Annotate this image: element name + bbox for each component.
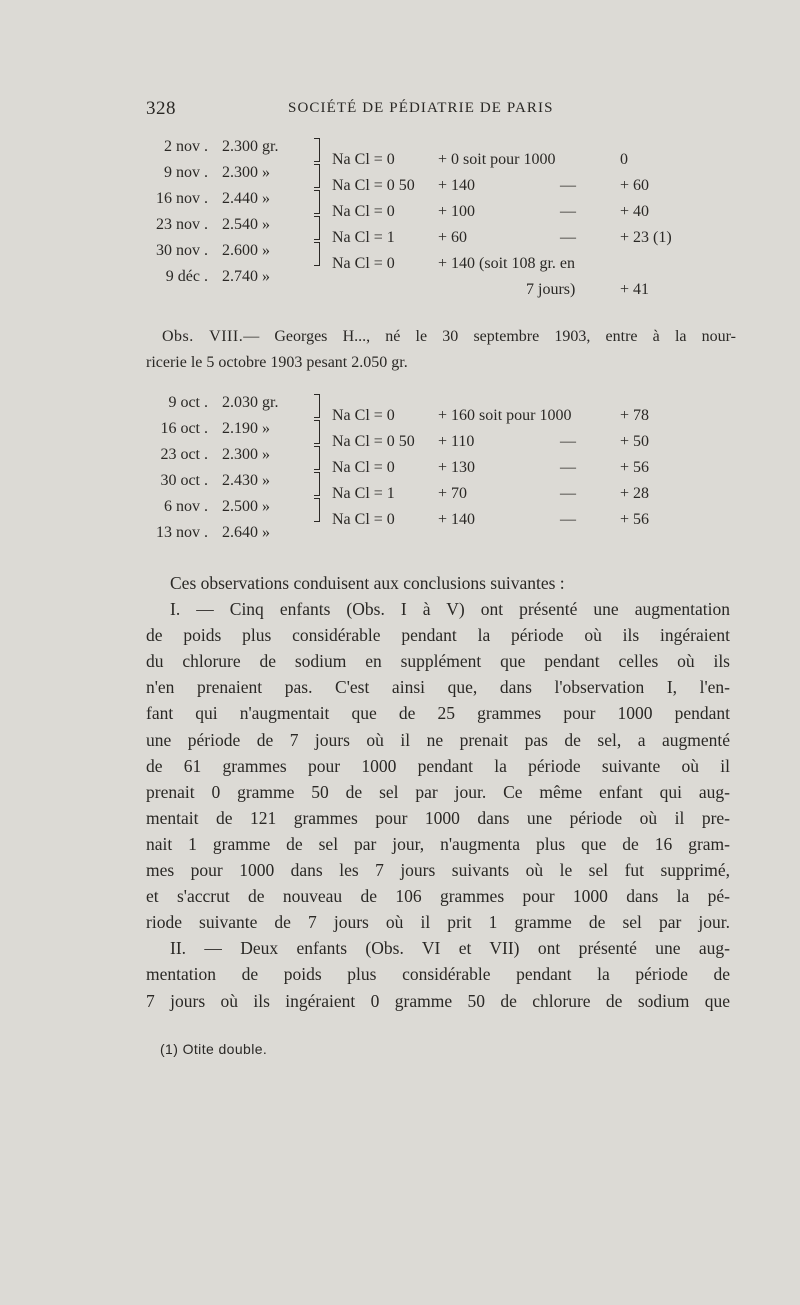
salt-value: Na Cl = 0 bbox=[332, 255, 395, 272]
gain-value: + 100 bbox=[438, 203, 476, 220]
date-cell: 6 nov . bbox=[164, 498, 208, 515]
date-cell: 2 nov . bbox=[164, 138, 208, 155]
running-title: SOCIÉTÉ DE PÉDIATRIE DE PARIS bbox=[288, 100, 554, 116]
gain-value: + 140 (soit 108 gr. en bbox=[438, 255, 576, 272]
salt-value: Na Cl = 0 bbox=[332, 459, 395, 476]
observation-line-2: ricerie le 5 octobre 1903 pesant 2.050 gr. bbox=[146, 354, 408, 371]
date-cell: 13 nov . bbox=[156, 524, 208, 541]
weight-table-1 bbox=[142, 134, 742, 314]
gain-value: + 160 soit pour 1000 bbox=[438, 407, 572, 424]
gain-value: + 130 bbox=[438, 459, 476, 476]
per1000-value: + 78 bbox=[620, 407, 650, 424]
text-line: et s'accrut de nouveau de 106 grammes pour 1000 dans la pé- bbox=[146, 886, 730, 907]
per1000-value: + 40 bbox=[620, 203, 650, 220]
date-cell: 30 nov . bbox=[156, 242, 208, 259]
continuation-text: 7 jours) bbox=[526, 281, 576, 298]
salt-value: Na Cl = 0 50 bbox=[332, 177, 415, 194]
text-line: mentation de poids plus considérable pendant la période de bbox=[146, 964, 730, 985]
date-cell: 23 nov . bbox=[156, 216, 208, 233]
salt-value: Na Cl = 0 bbox=[332, 511, 395, 528]
date-cell: 16 oct . bbox=[160, 420, 208, 437]
per1000-value: 0 bbox=[620, 151, 628, 168]
footnote: (1) Otite double. bbox=[160, 1041, 268, 1057]
conclusions-text bbox=[146, 570, 730, 1014]
per1000-value: + 28 bbox=[620, 485, 650, 502]
conclusion-paragraph-1 bbox=[146, 596, 730, 935]
date-cell: 23 oct . bbox=[160, 446, 208, 463]
salt-value: Na Cl = 0 50 bbox=[332, 433, 415, 450]
gain-value: + 70 bbox=[438, 485, 468, 502]
bracket bbox=[314, 472, 320, 496]
text-line: une période de 7 jours où il ne prenait pas de sel, a augmenté bbox=[146, 729, 730, 750]
conclusions-intro: Ces observations conduisent aux conclusions suivantes : bbox=[170, 573, 565, 593]
bracket bbox=[314, 420, 320, 444]
text-line: 7 jours où ils ingéraient 0 gramme 50 de chlorure de sodium que bbox=[146, 990, 730, 1011]
weight-cell: 2.600 » bbox=[222, 242, 270, 259]
text-line: de 61 grammes pour 1000 pendant la période suivante où il bbox=[146, 755, 730, 776]
dash-value: — bbox=[560, 203, 576, 220]
text-line: mes pour 1000 dans les 7 jours suivants où le sel fut supprimé, bbox=[146, 860, 730, 881]
text-line: fant qui n'augmentait que de 25 grammes pour 1000 pendant bbox=[146, 703, 730, 724]
per1000-value: + 23 (1) bbox=[620, 229, 672, 246]
weight-table-2 bbox=[142, 390, 742, 560]
bracket bbox=[314, 242, 320, 266]
date-cell: 16 nov . bbox=[156, 190, 208, 207]
date-cell: 9 nov . bbox=[164, 164, 208, 181]
bracket bbox=[314, 190, 320, 214]
gain-value: + 140 bbox=[438, 177, 476, 194]
weight-cell: 2.190 » bbox=[222, 420, 270, 437]
per1000-value: + 50 bbox=[620, 433, 650, 450]
bracket bbox=[314, 394, 320, 418]
salt-value: Na Cl = 1 bbox=[332, 485, 395, 502]
page-number: 328 bbox=[146, 98, 176, 119]
bracket bbox=[314, 164, 320, 188]
text-line: I. — Cinq enfants (Obs. I à V) ont présenté une augmentation bbox=[170, 599, 730, 620]
date-cell: 9 oct . bbox=[168, 394, 208, 411]
text-line: mentait de 121 grammes pour 1000 dans une période où il pre- bbox=[146, 807, 730, 828]
per1000-value: + 41 bbox=[620, 281, 650, 298]
gain-value: + 0 soit pour 1000 bbox=[438, 151, 556, 168]
date-column bbox=[142, 134, 208, 290]
salt-value: Na Cl = 1 bbox=[332, 229, 395, 246]
dash-value: — bbox=[560, 511, 576, 528]
gain-value: + 140 bbox=[438, 511, 476, 528]
dash-value: — bbox=[560, 485, 576, 502]
weight-column bbox=[222, 134, 312, 290]
date-cell: 30 oct . bbox=[160, 472, 208, 489]
page-header bbox=[146, 98, 736, 122]
weight-cell: 2.440 » bbox=[222, 190, 270, 207]
weight-cell: 2.540 » bbox=[222, 216, 270, 233]
weight-cell: 2.030 gr. bbox=[222, 394, 279, 411]
per1000-value: + 60 bbox=[620, 177, 650, 194]
weight-column bbox=[222, 390, 312, 546]
weight-cell: 2.300 » bbox=[222, 446, 270, 463]
dash-value: — bbox=[560, 229, 576, 246]
observation-label: Obs. VIII. bbox=[162, 328, 244, 345]
text-line: de poids plus considérable pendant la période où ils ingéraient bbox=[146, 625, 730, 646]
gain-value: + 110 bbox=[438, 433, 475, 450]
bracket bbox=[314, 446, 320, 470]
salt-value: Na Cl = 0 bbox=[332, 151, 395, 168]
salt-value: Na Cl = 0 bbox=[332, 203, 395, 220]
text-line: du chlorure de sodium en supplément que pendant celles où ils bbox=[146, 651, 730, 672]
bracket bbox=[314, 138, 320, 162]
weight-cell: 2.640 » bbox=[222, 524, 270, 541]
weight-cell: 2.430 » bbox=[222, 472, 270, 489]
observation-line-1: — Georges H..., né le 30 septembre 1903, entre à la nour- bbox=[243, 328, 737, 345]
dash-value: — bbox=[560, 177, 576, 194]
text-line: prenait 0 gramme 50 de sel par jour. Ce même enfant qui aug- bbox=[146, 781, 730, 802]
conclusion-paragraph-2 bbox=[146, 935, 730, 1013]
dash-value: — bbox=[560, 459, 576, 476]
weight-cell: 2.300 gr. bbox=[222, 138, 279, 155]
weight-cell: 2.300 » bbox=[222, 164, 270, 181]
salt-value: Na Cl = 0 bbox=[332, 407, 395, 424]
date-cell: 9 déc . bbox=[165, 268, 208, 285]
gain-value: + 60 bbox=[438, 229, 468, 246]
per1000-value: + 56 bbox=[620, 459, 650, 476]
text-line: riode suivante de 7 jours où il prit 1 gramme de sel par jour. bbox=[146, 912, 730, 933]
bracket bbox=[314, 498, 320, 522]
per1000-value: + 56 bbox=[620, 511, 650, 528]
dash-value: — bbox=[560, 433, 576, 450]
weight-cell: 2.500 » bbox=[222, 498, 270, 515]
text-line: n'en prenaient pas. C'est ainsi que, dans l'observation I, l'en- bbox=[146, 677, 730, 698]
observation-heading bbox=[146, 324, 736, 376]
text-line: nait 1 gramme de sel par jour, n'augmenta plus que de 16 gram- bbox=[146, 833, 730, 854]
bracket bbox=[314, 216, 320, 240]
weight-cell: 2.740 » bbox=[222, 268, 270, 285]
date-column bbox=[142, 390, 208, 546]
text-line: II. — Deux enfants (Obs. VI et VII) ont présenté une aug- bbox=[170, 938, 730, 959]
